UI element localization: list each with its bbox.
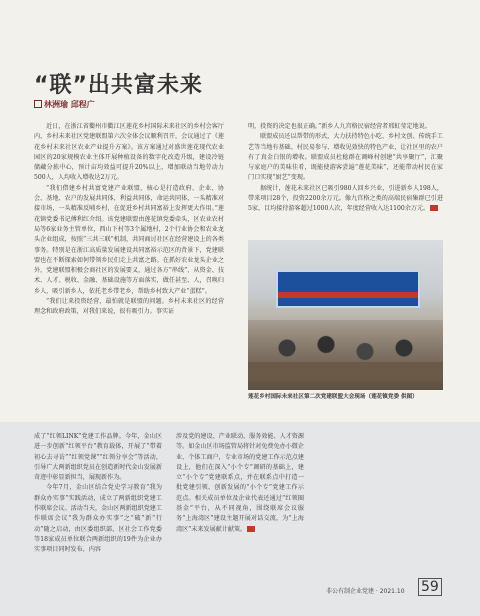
right-text-column (248, 122, 443, 234)
photo-caption: 莲花乡村国际未来社区第二次党建联盟大会现场（莲花镇党委 供图） (248, 394, 418, 400)
paragraph: 联盟成员还以帮带的形式，大力扶持特色小吃、乡村文创、传统手工艺等当地有基础、村民易参与、增收见效快的特色产业，让社区里的农户有了真金白银的增收。联盟成员杜稔群在调峰村创建“共享聚厅”，汇聚与家庭户的美味佳肴，既能使游客尝遍“莲花美味”，还能带动村民在家门口实现“厨艺”变现。 (248, 133, 443, 182)
article-authors (34, 99, 95, 110)
paragraph: 近日，在浙江省衢州市衢江区莲花乡村国际未来社区的乡村会客厅内，乡村未来社区党建联盟第六次全体会议顺利召开，会议通过了《莲花乡村未来社区农业产业提升方案》。该方案通过对盛世莲花现代农业园区的20家规模农业主体开展种植设备的数字化改造升级，建设冷链储藏分拣中心，预计亩均效益可提升20%以上，增加联动当地劳动力500人，人均收入增收达2万元。 (34, 123, 224, 182)
publication-footer: 非公有制企业党建 · 2021.10 (326, 588, 405, 595)
paragraph: “我们借建乡村共富党建产业联盟，核心是打造政府、企业、协会、基地、农户的发展共同体，利益共同体，命运共同体，一头精准对接市场，一头精准反哺乡村，在促进乡村共同富裕上发挥更大作用。”莲花镇党委书记傅利红介绍。该党建联盟由莲花镇党委牵头，区农业农村局等6家业务主管单位，西山下村等3个属地村，2个行业协会和农业龙头企业组成，按照“三共三联”机制，共同商讨社区在经营建设上的各类事务。特别是在浙江高质量发展建设共同富裕示范区的背景下，党建联盟也在不断探索如何带领乡民们走上共富之路。在抓好农业龙头企业之外，党建联盟积极会商社区的发展要义，通过各方“串线”，从资金、技术、人才、税收、金融、基础设施等方面落实，做任甚至、人，召唤归乡人，吸引新乡人，依托老乡带老乡，帮助乡村致大产业“蛋糕”。 (34, 184, 224, 295)
paragraph: 成了“红领LINK”党建工作品牌。今年，金山区进一步创新“红领平台”教育载体，开展了“带着初心去寻访”“红领党课”“红领分享会”等活动，引导广大两新组织党员在创造新时代金山发展新奇迹中彰显新担当，展现新作为。 (34, 433, 162, 482)
author-marker-icon (34, 100, 42, 108)
meeting-photo (248, 240, 443, 390)
bottom-column-1 (34, 432, 162, 562)
paragraph: 据统计，莲花未来社区已吸引980人回乡兴业，引进新乡人198人，带来项目28个，投资2200余万元。像九宫格之类的高端民宿集群已引进5家，目均接待游客超过1000人次，年度经营收入达1100余万元。 (248, 184, 443, 213)
page-number: 59 (418, 578, 442, 596)
bottom-column-2 (176, 432, 304, 562)
paragraph: “我们让来投资经营，最怕就是联盟的问题。乡村未来社区的经营理念和政府政策，对我们来说，很有吸引力。事实证 (34, 298, 224, 316)
authors-text: 林洲瑜 邱程广 (44, 100, 95, 109)
paragraph: 今年7月，金山区结合党史学习教育“我为群众办实事”实践活动，成立了两新组织党建工作联席会议。活动当天，金山区两新组织党建工作联席会议“我为群众办实事”之“破”新“行动”随之启动，由区委组织部、区社会工作党委等18家成员单位联合两新组织的19件为企业办实事项目同时发布，内容 (34, 484, 162, 554)
end-mark-icon (247, 526, 255, 532)
end-mark-icon (430, 205, 438, 211)
stage-banner (276, 270, 420, 308)
article-title: “联”出共富未来 (34, 73, 203, 98)
left-text-column (34, 122, 224, 422)
conference-table (248, 362, 443, 380)
paragraph: 明，投资的决定也很正确。”新乡人九宫格民宿经营者邢虹莹定地说。 (248, 123, 431, 130)
paragraph: 涉及党的建设、产业联动、服务效能、人才资源等。如金山区市场监管局将针对免费免办小微企业、个体工商户，专业市场的党建工作示范点建设上，他们在深入“小个专”调研的基础上，建立“小个专”党建联系点，并在联系点中打造一批党建引领、创新发展的“小个专”党建工作示范点。相关成员单位及企业代表还通过“红领圈基金”平台，从不同视角，围绕联席会议服务“上海湾区”建设主题开展对话交流，为“上海湾区”未来发展献计献策。 (176, 433, 304, 533)
